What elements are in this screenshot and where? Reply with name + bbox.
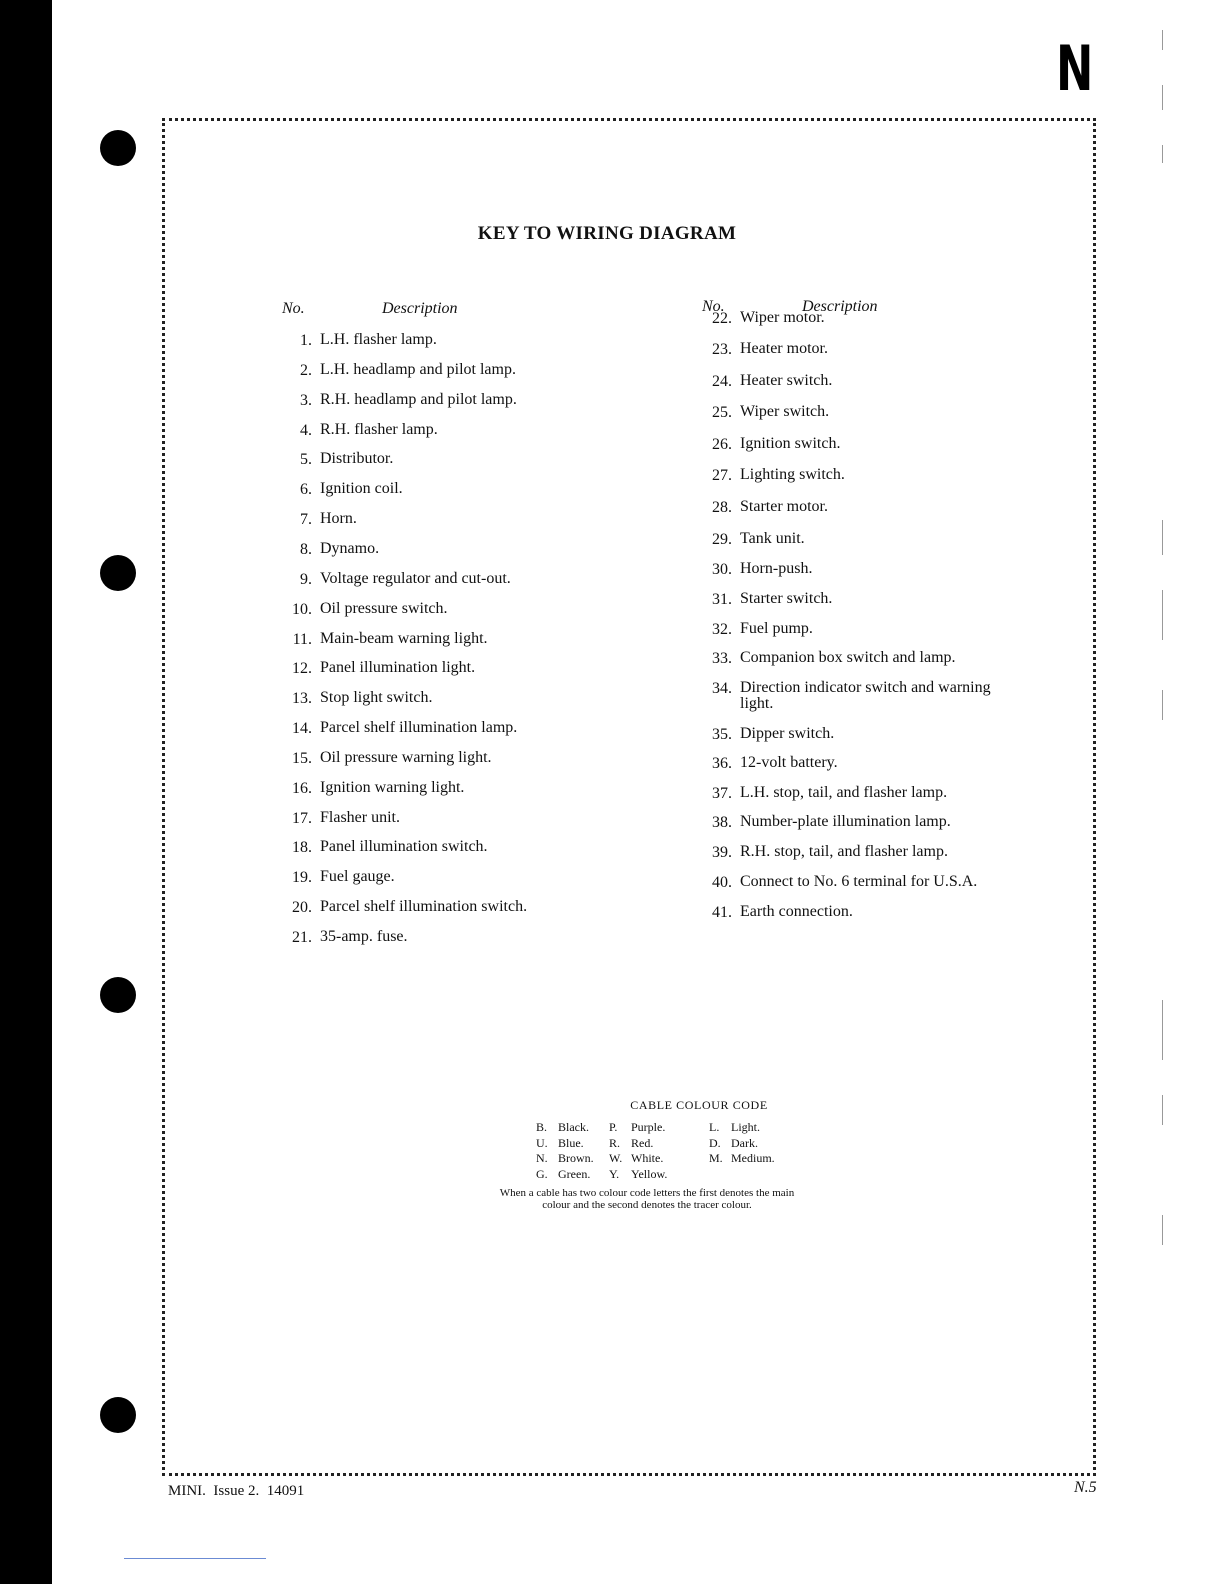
colour-code-note-line: colour and the second denotes the tracer colour. (542, 1199, 752, 1211)
colour-code-name: Purple. (631, 1120, 666, 1134)
item-description: Companion box switch and lamp. (740, 649, 956, 666)
item-description: Horn. (320, 510, 357, 527)
colour-code-name: Brown. (558, 1151, 594, 1165)
item-description: Lighting switch. (740, 466, 845, 483)
footer-page-number: N.5 (1074, 1479, 1097, 1496)
item-description: R.H. headlamp and pilot lamp. (320, 391, 517, 408)
item-number: 41. (712, 904, 732, 921)
binder-hole-icon (100, 1397, 136, 1433)
colour-code-letter: Y. (609, 1166, 620, 1181)
item-description: Flasher unit. (320, 809, 400, 826)
item-description: Heater switch. (740, 372, 833, 389)
item-description: Panel illumination light. (320, 659, 476, 676)
item-description: Ignition warning light. (320, 779, 465, 796)
item-number: 26. (712, 436, 732, 453)
item-description: Ignition coil. (320, 480, 403, 497)
colour-code-letter: U. (536, 1135, 548, 1150)
colour-code-column (609, 1120, 667, 1182)
header-description: Description (382, 300, 458, 317)
item-description: Fuel gauge. (320, 868, 395, 885)
item-number: 1. (300, 332, 312, 349)
page-title: KEY TO WIRING DIAGRAM (477, 223, 737, 244)
colour-code-letter: W. (609, 1151, 623, 1165)
colour-code-letter: L. (709, 1120, 720, 1134)
item-description: Ignition switch. (740, 435, 841, 452)
item-description: Main-beam warning light. (320, 630, 488, 647)
item-number: 23. (712, 341, 732, 358)
item-number: 11. (292, 631, 312, 648)
item-number: 14. (292, 720, 312, 737)
item-number: 6. (300, 481, 312, 498)
item-description: Wiper motor. (740, 309, 825, 326)
colour-code-name: Medium. (731, 1151, 775, 1165)
colour-code-entry (536, 1167, 594, 1183)
item-description: Direction indicator switch and warning (740, 679, 991, 696)
colour-code-letter: M. (709, 1151, 723, 1165)
header-no: No. (282, 300, 305, 317)
colour-code-column (536, 1120, 594, 1182)
colour-code-letter: P. (609, 1120, 618, 1134)
item-number: 10. (292, 601, 312, 618)
item-description: Dipper switch. (740, 725, 835, 742)
item-number: 33. (712, 650, 732, 667)
item-description: R.H. stop, tail, and flasher lamp. (740, 843, 948, 860)
item-description: Wiper switch. (740, 403, 830, 420)
item-description: Starter motor. (740, 498, 828, 515)
header-no: No. (702, 298, 725, 315)
item-number: 29. (712, 531, 732, 548)
colour-code-entry (609, 1120, 667, 1136)
item-number: 18. (292, 839, 312, 856)
colour-code-name: Yellow. (631, 1166, 668, 1181)
item-number: 20. (292, 899, 312, 916)
colour-code-letter: N. (536, 1151, 548, 1165)
colour-code-letter: R. (609, 1135, 621, 1150)
scan-margin-strip (1162, 0, 1224, 1584)
item-description: R.H. flasher lamp. (320, 421, 438, 438)
binder-hole-icon (100, 977, 136, 1013)
colour-code-column (709, 1120, 775, 1167)
item-description: Parcel shelf illumination switch. (320, 898, 528, 915)
colour-code-letter: D. (709, 1135, 721, 1150)
item-number: 38. (712, 814, 732, 831)
item-description: Horn-push. (740, 560, 813, 577)
item-number: 19. (292, 869, 312, 886)
cable-colour-code-title: CABLE COLOUR CODE (630, 1098, 768, 1112)
scan-artifact-line (124, 1558, 266, 1559)
item-number: 31. (712, 591, 732, 608)
item-description: Oil pressure warning light. (320, 749, 492, 766)
item-number: 8. (300, 541, 312, 558)
colour-code-entry (709, 1151, 775, 1167)
colour-code-letter: G. (536, 1166, 548, 1181)
colour-code-entry (536, 1151, 594, 1167)
item-number: 30. (712, 561, 732, 578)
item-number: 13. (292, 690, 312, 707)
item-description: 35-amp. fuse. (320, 928, 408, 945)
item-description: Starter switch. (740, 590, 833, 607)
item-description: Heater motor. (740, 340, 828, 357)
item-number: 3. (300, 392, 312, 409)
colour-code-name: Red. (631, 1135, 654, 1150)
colour-code-entry (609, 1136, 667, 1152)
colour-code-entry (609, 1151, 667, 1167)
colour-code-note (52, 1187, 1162, 1211)
item-number: 24. (712, 373, 732, 390)
item-number: 39. (712, 844, 732, 861)
colour-code-name: Dark. (731, 1135, 758, 1150)
item-description: Oil pressure switch. (320, 600, 448, 617)
item-number: 27. (712, 467, 732, 484)
section-letter: N (1056, 32, 1094, 105)
colour-code-entry (536, 1136, 594, 1152)
item-number: 12. (292, 660, 312, 677)
colour-code-name: Black. (558, 1120, 589, 1134)
item-number: 9. (300, 571, 312, 588)
item-description: Panel illumination switch. (320, 838, 488, 855)
item-number: 28. (712, 499, 732, 516)
colour-code-name: White. (631, 1151, 664, 1165)
item-number: 17. (292, 810, 312, 827)
item-number: 7. (300, 511, 312, 528)
item-description: Connect to No. 6 terminal for U.S.A. (740, 873, 978, 890)
item-number: 22. (712, 310, 732, 327)
footer-issue: MINI. Issue 2. 14091 (168, 1483, 305, 1499)
item-description: Number-plate illumination lamp. (740, 813, 951, 830)
item-number: 40. (712, 874, 732, 891)
item-description: Stop light switch. (320, 689, 433, 706)
colour-code-entry (709, 1136, 775, 1152)
colour-code-entry (536, 1120, 594, 1136)
item-number: 16. (292, 780, 312, 797)
item-number: 2. (300, 362, 312, 379)
binder-hole-icon (100, 555, 136, 591)
item-number: 15. (292, 750, 312, 767)
item-number: 36. (712, 755, 732, 772)
binder-hole-icon (100, 130, 136, 166)
item-description: Tank unit. (740, 530, 805, 547)
colour-code-entry (609, 1167, 667, 1183)
item-number: 21. (292, 929, 312, 946)
colour-code-name: Blue. (558, 1135, 584, 1150)
item-number: 37. (712, 785, 732, 802)
colour-code-entry (709, 1120, 775, 1136)
item-number: 25. (712, 404, 732, 421)
item-description: Earth connection. (740, 903, 853, 920)
item-description-continued: light. (740, 695, 774, 712)
manual-page (52, 0, 1162, 1584)
item-number: 5. (300, 451, 312, 468)
item-number: 35. (712, 726, 732, 743)
item-description: Voltage regulator and cut-out. (320, 570, 511, 587)
header-description: Description (802, 298, 878, 315)
item-description: Parcel shelf illumination lamp. (320, 719, 518, 736)
item-description: Distributor. (320, 450, 394, 467)
colour-code-name: Light. (731, 1120, 760, 1134)
item-number: 32. (712, 621, 732, 638)
colour-code-name: Green. (558, 1166, 591, 1181)
item-description: L.H. stop, tail, and flasher lamp. (740, 784, 948, 801)
item-number: 4. (300, 422, 312, 439)
colour-code-note-line: When a cable has two colour code letters the first denotes the main (499, 1187, 795, 1199)
colour-code-letter: B. (536, 1120, 548, 1134)
item-description: Dynamo. (320, 540, 380, 557)
item-number: 34. (712, 680, 732, 697)
item-description: L.H. headlamp and pilot lamp. (320, 361, 516, 378)
item-description: 12-volt battery. (740, 754, 838, 771)
item-description: Fuel pump. (740, 620, 813, 637)
item-description: L.H. flasher lamp. (320, 331, 437, 348)
